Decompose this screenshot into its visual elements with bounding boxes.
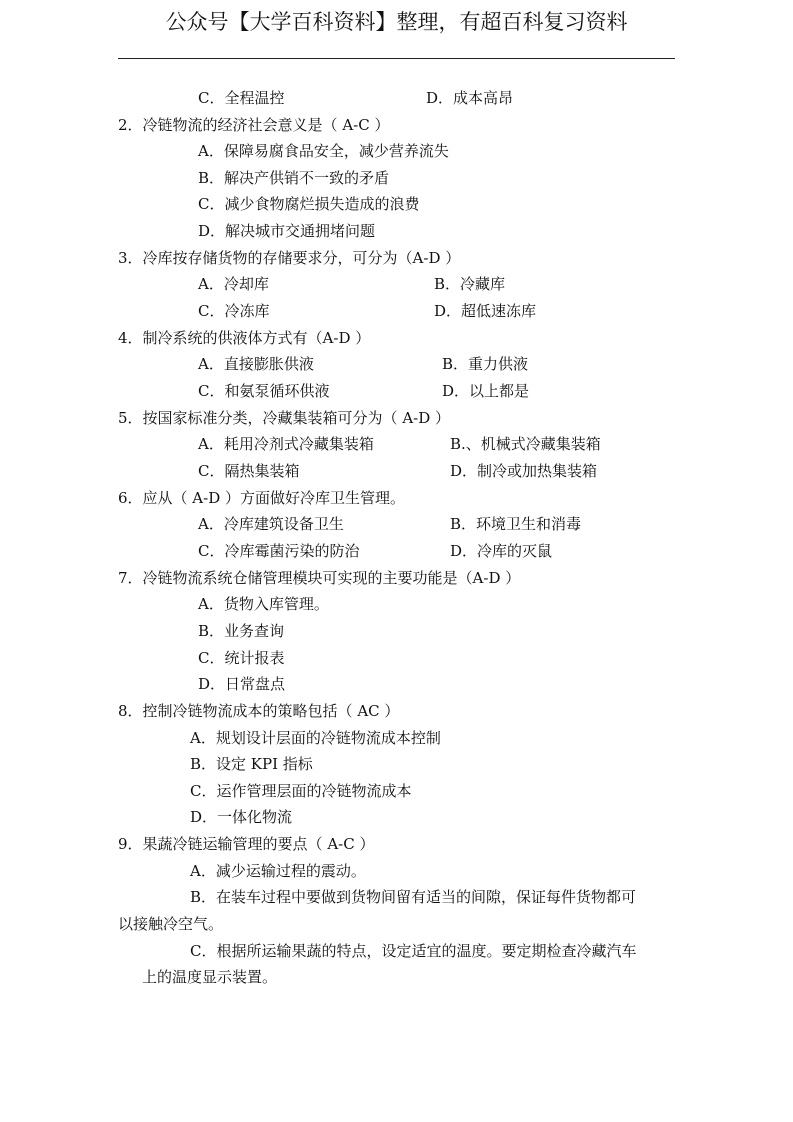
q4-option-a: A．直接膨胀供液 bbox=[198, 355, 314, 373]
q8-option-b: B．设定 KPI 指标 bbox=[190, 755, 313, 773]
q5-option-d: D．制冷或加热集装箱 bbox=[450, 462, 598, 480]
q5-option-c: C．隔热集装箱 bbox=[198, 462, 300, 480]
q8-option-c: C．运作管理层面的冷链物流成本 bbox=[190, 782, 412, 800]
q4-option-b: B．重力供液 bbox=[442, 355, 529, 373]
q2-option-a: A．保障易腐食品安全，减少营养流失 bbox=[198, 142, 449, 160]
q7-option-b: B．业务查询 bbox=[198, 622, 285, 640]
header-divider bbox=[118, 58, 675, 59]
q6-stem: 6．应从（ A-D ）方面做好冷库卫生管理。 bbox=[118, 489, 406, 507]
q2-option-b: B．解决产供销不一致的矛盾 bbox=[198, 169, 390, 187]
q4-option-d: D．以上都是 bbox=[442, 382, 530, 400]
q3-option-d: D．超低速冻库 bbox=[434, 302, 537, 320]
q6-option-a: A．冷库建筑设备卫生 bbox=[198, 515, 344, 533]
q4-option-c: C．和氨泵循环供液 bbox=[198, 382, 330, 400]
q9-option-b-line1: B．在装车过程中要做到货物间留有适当的间隙，保证每件货物都可 bbox=[190, 888, 637, 906]
q7-stem: 7．冷链物流系统仓储管理模块可实现的主要功能是（A-D ） bbox=[118, 569, 521, 587]
q8-stem: 8．控制冷链物流成本的策略包括（ AC ） bbox=[118, 702, 400, 720]
q9-option-c-line2: 上的温度显示装置。 bbox=[142, 968, 278, 986]
q2-option-d: D．解决城市交通拥堵问题 bbox=[198, 222, 376, 240]
q3-option-a: A．冷却库 bbox=[198, 275, 269, 293]
q5-option-a: A．耗用冷剂式冷藏集装箱 bbox=[198, 435, 374, 453]
q7-option-a: A．货物入库管理。 bbox=[198, 595, 329, 613]
q6-option-d: D．冷库的灭鼠 bbox=[450, 542, 553, 560]
q3-stem: 3．冷库按存储货物的存储要求分，可分为（A-D ） bbox=[118, 249, 461, 267]
q6-option-b: B．环境卫生和消毒 bbox=[450, 515, 582, 533]
q5-option-b: B.、机械式冷藏集装箱 bbox=[450, 435, 601, 453]
q9-option-b-line2: 以接触冷空气。 bbox=[118, 915, 224, 933]
q1-option-d: D．成本高昂 bbox=[426, 89, 514, 107]
q8-option-d: D．一体化物流 bbox=[190, 808, 293, 826]
q9-stem: 9．果蔬冷链运输管理的要点（ A-C ） bbox=[118, 835, 375, 853]
q7-option-d: D．日常盘点 bbox=[198, 675, 286, 693]
page-header: 公众号【大学百科资料】整理，有超百科复习资料 bbox=[165, 10, 628, 34]
q7-option-c: C．统计报表 bbox=[198, 649, 285, 667]
q3-option-b: B．冷藏库 bbox=[434, 275, 506, 293]
q3-option-c: C．冷冻库 bbox=[198, 302, 270, 320]
q2-stem: 2．冷链物流的经济社会意义是（ A-C ） bbox=[118, 116, 390, 134]
q1-option-c: C．全程温控 bbox=[198, 89, 285, 107]
q8-option-a: A．规划设计层面的冷链物流成本控制 bbox=[190, 729, 441, 747]
q4-stem: 4．制冷系统的供液体方式有（A-D ） bbox=[118, 329, 371, 347]
q6-option-c: C．冷库霉菌污染的防治 bbox=[198, 542, 360, 560]
q2-option-c: C．减少食物腐烂损失造成的浪费 bbox=[198, 195, 420, 213]
q9-option-a: A．减少运输过程的震动。 bbox=[190, 862, 366, 880]
q9-option-c-line1: C．根据所运输果蔬的特点，设定适宜的温度。要定期检查冷藏汽车 bbox=[190, 942, 637, 960]
q5-stem: 5．按国家标准分类，冷藏集装箱可分为（ A-D ） bbox=[118, 409, 451, 427]
